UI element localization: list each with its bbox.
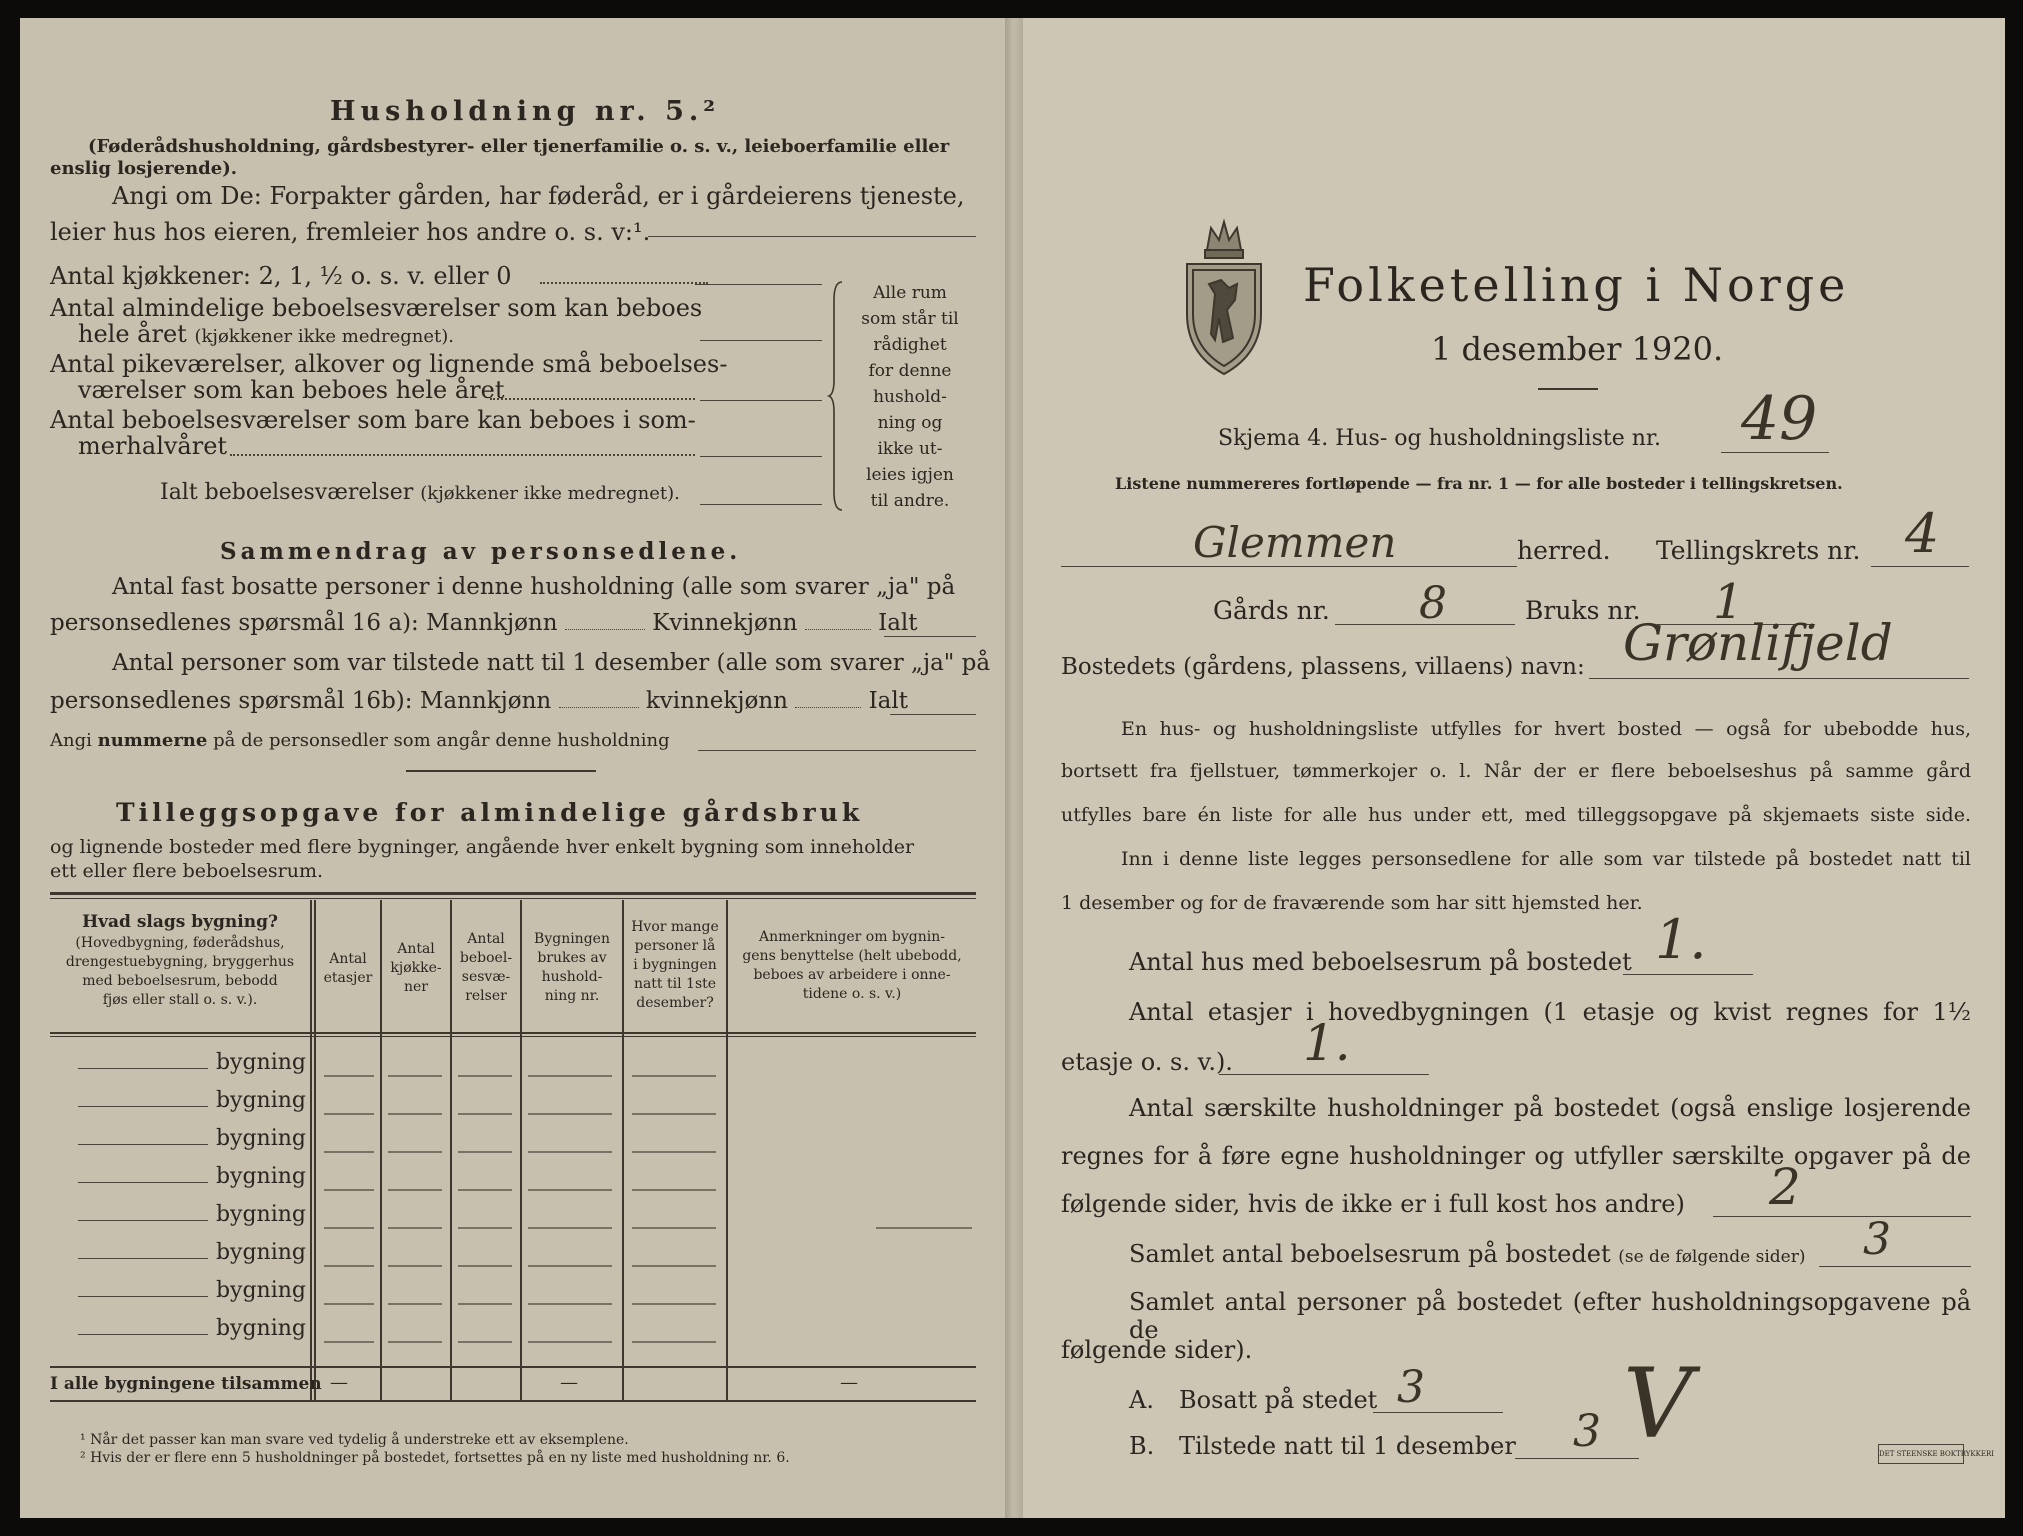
row-label-text: bygning [215,1316,306,1341]
hus-label: Antal hus med beboelsesrum på bostedet [1129,948,1632,976]
col-header-line: kjøkke- [390,960,442,976]
col-header-etasjer [316,950,380,988]
rooms-ordinary-2 [78,320,454,348]
bosted-value: Grønlifjeld [1623,614,1893,672]
row-label-text: bygning [215,1240,306,1265]
table-total-top-rule [50,1366,976,1368]
brace-note-line: Alle rum [873,283,947,303]
bosted-label: Bostedets (gårdens, plassens, villaens) navn: [1061,654,1585,680]
tilstede-letter: B. [1129,1432,1155,1460]
brace-note-line: som står til [861,309,959,329]
tilstede-ialt-line [890,714,976,715]
form-date: 1 desember 1920. [1431,330,1724,368]
scanned-census-form [20,18,2005,1518]
brace-note [850,280,970,514]
instruction-line-3: utfylles bare én liste for alle hus under ett, med tilleggsopgave på skjemaets siste side. [1061,804,1971,826]
rooms-ordinary-2-small: (kjøkkener ikke medregnet). [194,326,455,347]
table-header-rule [50,1032,976,1034]
bosatt-letter: A. [1129,1386,1154,1414]
row-label-text: bygning [215,1088,306,1113]
supplement-desc-1: og lignende bosteder med flere bygninger, angående hver enkelt bygning som inneholder [50,836,915,858]
fast-ialt-label: Ialt [878,610,918,636]
supplement-title: Tilleggsopgave for almindelige gårdsbruk [116,798,864,827]
etasjer-line [1219,1074,1429,1075]
rooms-summer-1: Antal beboelsesværelser som bare kan beboes i som- [50,406,696,434]
table-header-rule-thin [50,1036,976,1037]
tilstede-ialt-label: Ialt [868,688,908,714]
numbers-text-b: nummerne [97,730,208,751]
ordinary-answer-line [700,340,822,341]
table-row-label [50,1050,306,1075]
col-header-line: Hvor mange [631,919,719,935]
col-header-beboelses [452,930,520,1006]
table-row-label [50,1202,306,1227]
col-type-desc-line: drengestuebygning, bryggerhus [65,954,295,970]
col-header-line: Antal [397,941,435,957]
total-rooms-answer-line [700,504,822,505]
rooms-total [160,480,680,505]
col-header-line: ning nr. [544,988,600,1004]
fast-ialt-line [884,636,976,637]
household-note-line-1: (Føderådshusholdning, gårdsbestyrer- eller tjenerfamilie o. s. v., leieboerfamilie eller [88,136,950,157]
rooms-kitchens: Antal kjøkkener: 2, 1, ½ o. s. v. eller 0 [50,262,512,290]
kitchens-answer-line [695,284,822,285]
husholdninger-line-2: regnes for å føre egne husholdninger og utfyller særskilte opgaver på de [1061,1142,1971,1170]
col-header-line: sesvæ- [461,969,511,985]
bosatt-value: 3 [1397,1362,1425,1413]
brace-note-line: rådighet [873,335,947,355]
table-cell-lines [316,1038,976,1366]
col-header-anmerkninger [728,928,976,1004]
rooms-maids-1: Antal pikeværelser, alkover og lignende små beboelses- [50,350,728,378]
col-header-kjokkener [382,940,450,997]
household-title: Husholdning nr. 5.² [330,96,721,127]
coat-of-arms-icon [1179,214,1269,384]
tilstede-kvinnekjonn-field [795,707,861,708]
bruks-label: Bruks nr. [1525,596,1641,625]
col-header-line: Bygningen [534,931,610,947]
table-bottom-rule [50,1400,976,1402]
herred-value: Glemmen [1193,518,1397,567]
tilstede-kvinnekjonn-label: kvinnekjønn [645,688,788,714]
table-top-rule [50,892,976,895]
brace-icon [828,280,846,512]
instruction-line-1: En hus- og husholdningsliste utfylles for hvert bosted — også for ubebodde hus, [1121,718,1971,740]
husholdninger-line [1713,1216,1971,1217]
col-divider [310,900,312,1400]
tilstede-mannkjonn-field [559,707,639,708]
total-dash: — [840,1372,858,1393]
supplement-desc-2: ett eller flere beboelsesrum. [50,860,324,882]
fast-mannkjonn-label: personsedlenes spørsmål 16 a): Mannkjønn [50,610,558,636]
samlet-personer-line-2: følgende sider). [1061,1336,1253,1364]
table-top-rule-thin [50,898,976,899]
husholdninger-line-3: følgende sider, hvis de ikke er i full kost hos andre) [1061,1190,1685,1218]
brace-note-line: ikke ut- [877,439,943,459]
krets-label: Tellingskrets nr. [1656,536,1861,565]
maids-answer-line [700,400,822,401]
printer-stamp: DET STEENSKE BOKTRYKKERI [1878,1444,1964,1464]
tilstede-value: 3 [1573,1406,1601,1457]
bosatt-line [1373,1412,1503,1413]
table-total-label: I alle bygningene tilsammen [50,1374,322,1394]
bosatt-label: Bosatt på stedet [1179,1386,1378,1414]
numbers-text-a: Angi [50,730,92,751]
brace-note-line: for denne [868,361,952,381]
left-page [20,18,1005,1518]
col-type-desc-line: (Hovedbygning, føderådshus, [75,935,285,951]
col-header-line: hushold- [541,969,603,985]
maids-dots [490,398,695,400]
angi-line-1: Angi om De: Forpakter gården, har føderåd, er i gårdeierens tjeneste, [112,182,965,210]
footnote-1: ¹ Når det passer kan man svare ved tydelig å understreke ett av eksemplene. [80,1432,629,1448]
husholdninger-value: 2 [1769,1158,1801,1216]
col-header-line: tidene o. s. v.) [802,986,902,1002]
col-header-line: Antal [329,951,367,967]
angi-answer-line [648,236,976,237]
table-row-label [50,1126,306,1151]
table-row-label [50,1240,306,1265]
summary-title: Sammendrag av personsedlene. [220,538,742,565]
samlet-rum-label [1129,1240,1805,1268]
col-header-personer [624,918,726,1013]
col-type-desc-line: fjøs eller stall o. s. v.). [102,992,258,1008]
rooms-summer-2: merhalvåret [78,432,228,460]
brace-note-line: til andre. [870,491,950,511]
rooms-maids-2: værelser som kan beboes hele året [78,376,505,404]
samlet-personer-line-1: Samlet antal personer på bostedet (efter husholdningsopgavene på de [1129,1288,1971,1344]
summary-tilstede-2 [50,688,908,714]
herred-label: herred. [1517,536,1611,565]
total-dash: — [560,1372,578,1393]
bosted-line [1589,678,1969,679]
col-header-line: i bygningen [633,957,717,973]
schema-label: Skjema 4. Hus- og husholdningsliste nr. [1218,426,1661,451]
brace-note-line: ning og [877,413,943,433]
summary-tilstede-1: Antal personer som var tilstede natt til 1 desember (alle som svarer „ja" på [112,650,991,676]
table-row-label [50,1278,306,1303]
col-header-line: gens benyttelse (helt ubebodd, [742,948,962,964]
rooms-ordinary-2-text: hele året [78,320,187,348]
gards-label: Gårds nr. [1213,596,1330,625]
col-header-line: ner [404,979,428,995]
krets-line [1871,566,1969,567]
section-divider [406,770,596,772]
etasjer-line-1: Antal etasjer i hovedbygningen (1 etasje og kvist regnes for 1½ [1129,998,1971,1026]
rooms-total-small: (kjøkkener ikke medregnet). [420,483,680,504]
summary-fast-1: Antal fast bosatte personer i denne husholdning (alle som svarer „ja" på [112,574,956,600]
row-label-text: bygning [215,1050,306,1075]
check-mark: V [1623,1348,1693,1460]
instruction-line-2: bortsett fra fjellstuer, tømmerkojer o. l. Når der er flere beboelseshus på samme gård [1061,760,1971,782]
hus-line [1623,974,1753,975]
col-type-title: Hvad slags bygning? [82,912,278,932]
summer-answer-line [700,456,822,457]
rooms-total-text: Ialt beboelsesværelser [160,480,414,505]
husholdninger-line-1: Antal særskilte husholdninger på bostedet (også enslige losjerende [1129,1094,1971,1122]
page-fold [1005,18,1023,1518]
form-title: Folketelling i Norge [1303,258,1850,312]
col-header-brukes [522,930,622,1006]
fast-kvinnekjonn-label: Kvinnekjønn [652,610,798,636]
tilstede-mannkjonn-label: personsedlenes spørsmål 16b): Mannkjønn [50,688,552,714]
row-label-text: bygning [215,1278,306,1303]
angi-line-2: leier hus hos eieren, fremleier hos andre o. s. v:¹. [50,218,651,246]
col-header-line: beboel- [459,950,513,966]
col-header-line: Antal [467,931,505,947]
etasjer-value: 1. [1303,1014,1351,1072]
col-header-line: desember? [636,995,714,1011]
summary-numbers [50,730,670,751]
table-row-label [50,1088,306,1113]
title-divider [1538,388,1598,390]
kitchens-dots [540,282,708,284]
table-row-label [50,1316,306,1341]
summer-dots [230,454,695,456]
gards-value: 8 [1419,578,1447,629]
numbering-note: Listene nummereres fortløpende — fra nr. 1 — for alle bosteder i tellingskretsen. [1115,474,1843,493]
samlet-rum-text: Samlet antal beboelsesrum på bostedet [1129,1240,1611,1268]
col-header-type [54,910,306,1010]
footnote-2: ² Hvis der er flere enn 5 husholdninger på bostedet, fortsettes på en ny liste med husholdning nr. 6. [80,1450,790,1466]
row-label-text: bygning [215,1202,306,1227]
table-row-label [50,1164,306,1189]
instruction-line-4: Inn i denne liste legges personsedlene for alle som var tilstede på bostedet natt til [1121,848,1971,870]
tilstede-line [1515,1458,1639,1459]
hus-value: 1. [1655,908,1707,971]
col-header-line: personer lå [634,938,716,954]
col-header-line: Anmerkninger om bygnin- [759,929,945,945]
instruction-line-5: 1 desember og for de fraværende som har sitt hjemsted her. [1061,892,1643,914]
brace-note-line: leies igjen [866,465,954,485]
samlet-rum-small: (se de følgende sider) [1618,1247,1806,1267]
schema-number: 49 [1741,384,1818,454]
col-type-desc-line: med beboelsesrum, bebodd [82,973,278,989]
tilstede-label: Tilstede natt til 1 desember [1179,1432,1516,1460]
krets-value: 4 [1905,502,1940,565]
samlet-rum-line [1819,1266,1971,1267]
household-note-line-2: enslig losjerende). [50,158,237,179]
numbers-text-c: på de personsedler som angår denne husholdning [213,730,670,751]
col-header-line: brukes av [537,950,607,966]
bruks-value: 1 [1713,574,1744,630]
col-header-line: natt til 1ste [633,976,717,992]
row-label-text: bygning [215,1164,306,1189]
rooms-ordinary-1: Antal almindelige beboelsesværelser som kan beboes [50,294,703,322]
row-label-text: bygning [215,1126,306,1151]
etasjer-line-2: etasje o. s. v.). [1061,1048,1233,1076]
brace-note-line: hushold- [873,387,947,407]
col-header-line: relser [465,988,507,1004]
right-page [1023,18,2005,1518]
samlet-rum-value: 3 [1863,1214,1891,1265]
numbers-answer-line [698,750,976,751]
total-dash: — [330,1372,348,1393]
col-header-line: beboes av arbeidere i onne- [753,967,951,983]
fast-kvinnekjonn-field [805,629,871,630]
fast-mannkjonn-field [565,629,645,630]
summary-fast-2 [50,610,918,636]
col-header-line: etasjer [323,970,373,986]
